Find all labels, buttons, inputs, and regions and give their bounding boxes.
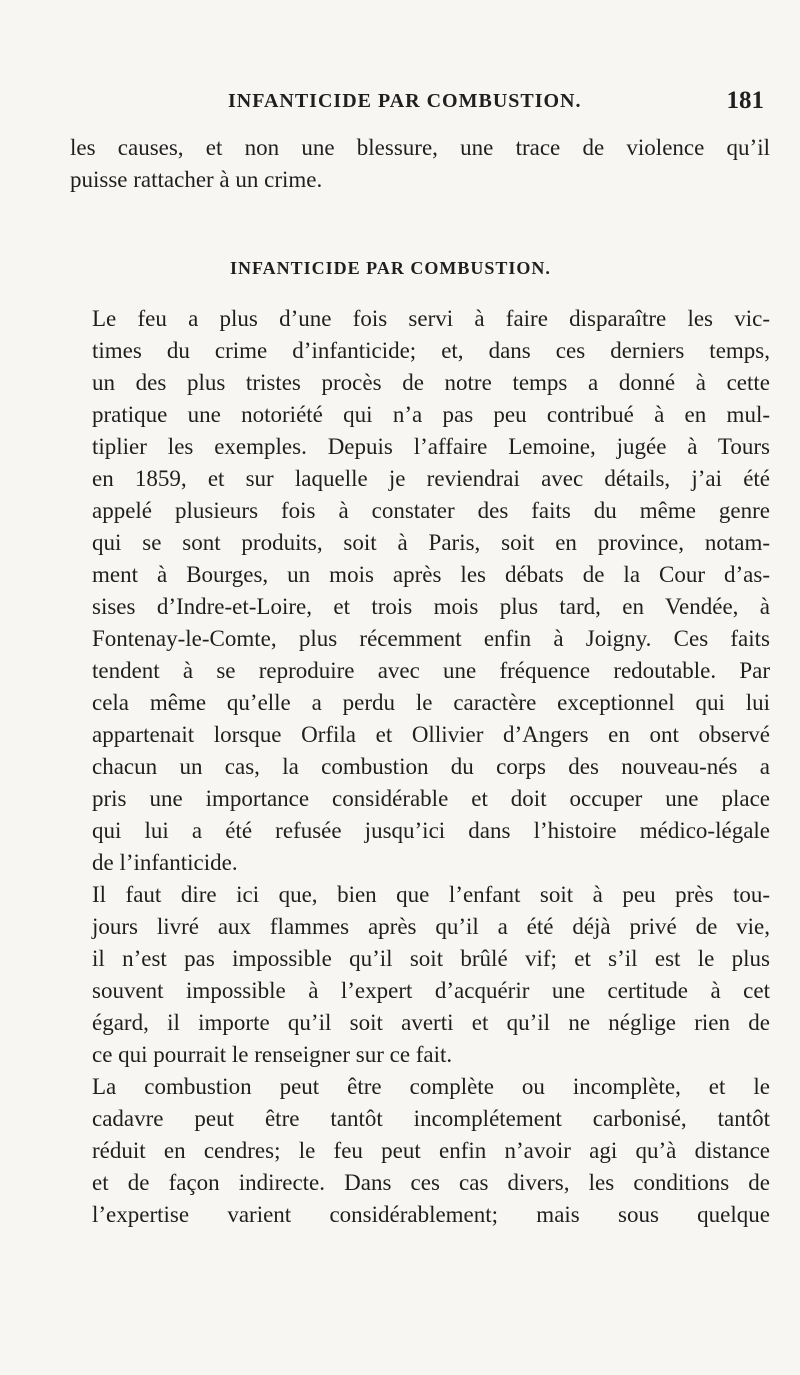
text-line: appelé plusieurs fois à constater des faits du même genre [92, 498, 770, 523]
text-line: un des plus tristes procès de notre temps a donné à cette [92, 370, 770, 395]
text-line: puisse rattacher à un crime. [70, 167, 323, 192]
text-line: ce qui pourrait le renseigner sur ce fait. [92, 1042, 453, 1067]
text-line: en 1859, et sur laquelle je reviendrai avec détails, j’ai été [92, 466, 770, 491]
text-line: tendent à se reproduire avec une fréquence redoutable. Par [92, 658, 770, 683]
text-line: les causes, et non une blessure, une trace de violence qu’il [70, 135, 770, 160]
text-line: réduit en cendres; le feu peut enfin n’avoir agi qu’à distance [92, 1138, 770, 1163]
text-line: ment à Bourges, un mois après les débats de la Cour d’as- [92, 562, 770, 587]
text-line: et de façon indirecte. Dans ces cas divers, les conditions de [92, 1170, 770, 1195]
running-head [228, 87, 764, 120]
text-line: jours livré aux flammes après qu’il a été déjà privé de vie, [92, 914, 770, 939]
text-line: chacun un cas, la combustion du corps des nouveau-nés a [92, 754, 770, 779]
text-line: de l’infanticide. [92, 850, 238, 875]
text-line: cela même qu’elle a perdu le caractère exceptionnel qui lui [92, 690, 770, 715]
text-line: La combustion peut être complète ou incomplète, et le [92, 1074, 770, 1099]
text-line: pratique une notoriété qui n’a pas peu contribué à en mul- [92, 402, 770, 427]
paragraph-2 [70, 879, 770, 1071]
intro-paragraph [70, 132, 770, 196]
text-line: Le feu a plus d’une fois servi à faire disparaître les vic- [92, 306, 770, 331]
text-line: tiplier les exemples. Depuis l’affaire Lemoine, jugée à Tours [92, 434, 770, 459]
text-line: appartenait lorsque Orfila et Ollivier d’Angers en ont observé [92, 722, 770, 747]
text-line: qui se sont produits, soit à Paris, soit en province, notam- [92, 530, 770, 555]
section-body [70, 303, 770, 1231]
text-line: souvent impossible à l’expert d’acquérir une certitude à cet [92, 978, 770, 1003]
text-line: qui lui a été refusée jusqu’ici dans l’histoire médico-légale [92, 818, 770, 843]
text-line: l’expertise varient considérablement; mais sous quelque [92, 1202, 770, 1227]
paragraph-1 [70, 303, 770, 879]
section-heading: INFANTICIDE PAR COMBUSTION. [230, 258, 551, 278]
text-line: égard, il importe qu’il soit averti et qu’il ne néglige rien de [92, 1010, 770, 1035]
text-line: pris une importance considérable et doit occuper une place [92, 786, 770, 811]
text-line: il n’est pas impossible qu’il soit brûlé vif; et s’il est le plus [92, 946, 770, 971]
text-line: Fontenay-le-Comte, plus récemment enfin à Joigny. Ces faits [92, 626, 770, 651]
paragraph-3 [70, 1071, 770, 1231]
text-line: sises d’Indre-et-Loire, et trois mois plus tard, en Vendée, à [92, 594, 770, 619]
text-line: Il faut dire ici que, bien que l’enfant soit à peu près tou- [92, 882, 770, 907]
text-line: cadavre peut être tantôt incomplétement carbonisé, tantôt [92, 1106, 770, 1131]
page-number: 181 [726, 87, 764, 114]
running-title: INFANTICIDE PAR COMBUSTION. [228, 90, 582, 112]
text-line: times du crime d’infanticide; et, dans ces derniers temps, [92, 338, 770, 363]
